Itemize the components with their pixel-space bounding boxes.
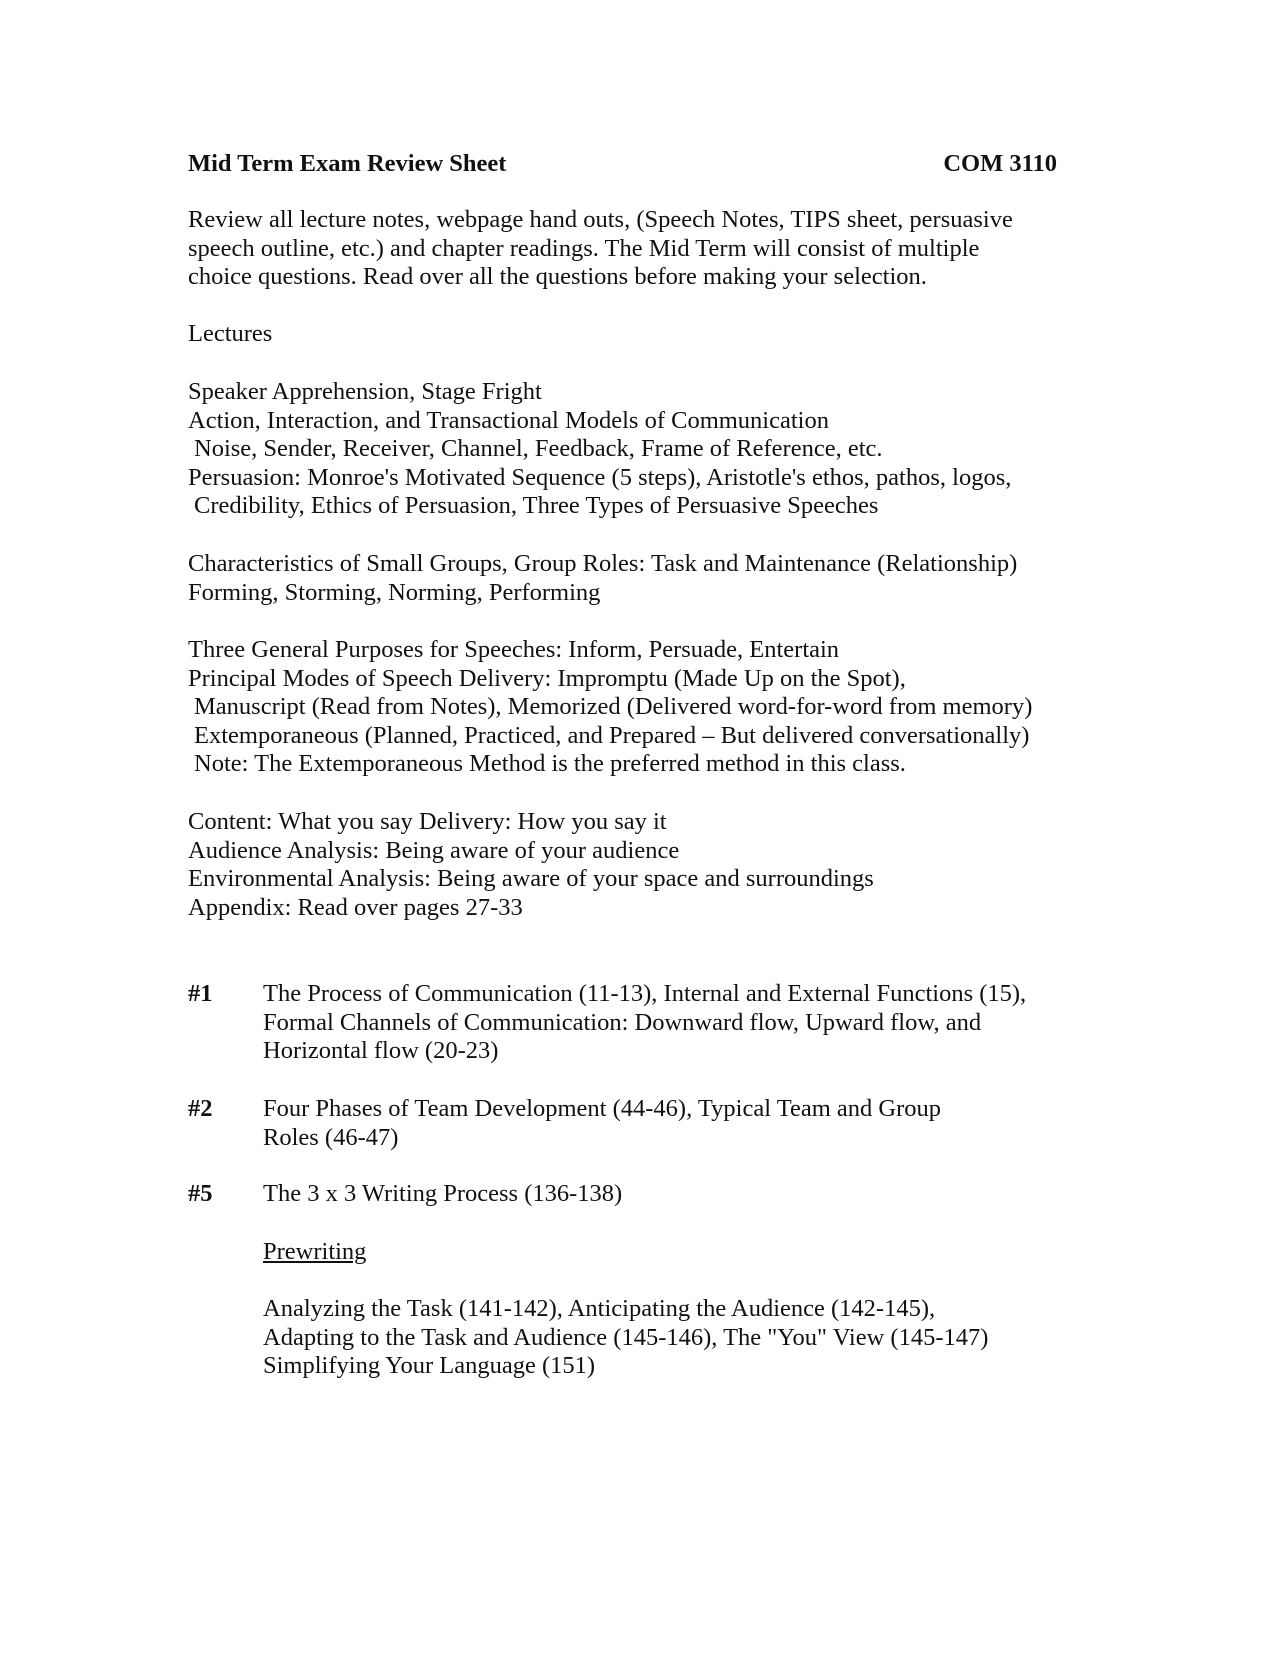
course-code: COM 3110	[943, 150, 1057, 177]
chapter-number: #2	[188, 1095, 213, 1122]
lecture-line: Noise, Sender, Receiver, Channel, Feedback, Frame of Reference, etc.	[194, 435, 883, 463]
lecture-line: Extemporaneous (Planned, Practiced, and Prepared – But delivered conversationally)	[194, 721, 1030, 749]
intro-line: Review all lecture notes, webpage hand outs, (Speech Notes, TIPS sheet, persuasive	[188, 206, 1013, 233]
lecture-line: Environmental Analysis: Being aware of your space and surroundings	[188, 865, 874, 893]
page-title: Mid Term Exam Review Sheet	[188, 150, 507, 177]
lectures-group-communication	[188, 378, 1011, 521]
lecture-line: Audience Analysis: Being aware of your audience	[188, 836, 680, 864]
lecture-line: Principal Modes of Speech Delivery: Impromptu (Made Up on the Spot),	[188, 664, 906, 692]
chapter-number: #5	[188, 1180, 213, 1207]
chapter-line: Roles (46-47)	[263, 1123, 399, 1151]
lecture-line: Content: What you say Delivery: How you say it	[188, 808, 667, 835]
lecture-line: Note: The Extemporaneous Method is the preferred method in this class.	[194, 750, 906, 778]
chapter-line: The 3 x 3 Writing Process (136-138)	[263, 1180, 623, 1207]
intro-line: speech outline, etc.) and chapter readings. The Mid Term will consist of multiple	[188, 234, 980, 262]
chapter-number: #1	[188, 980, 213, 1007]
chapter-line: Formal Channels of Communication: Downward flow, Upward flow, and	[263, 1008, 982, 1036]
chapter-line: Horizontal flow (20-23)	[263, 1037, 499, 1065]
lecture-line: Action, Interaction, and Transactional Models of Communication	[188, 406, 829, 434]
lectures-group-analysis	[188, 808, 874, 922]
lectures-group-speeches	[188, 636, 1032, 779]
prewriting-heading: Prewriting	[263, 1238, 367, 1265]
lecture-line: Characteristics of Small Groups, Group Roles: Task and Maintenance (Relationship)	[188, 550, 1018, 577]
lectures-heading: Lectures	[188, 320, 273, 347]
prewriting-line: Adapting to the Task and Audience (145-146), The "You" View (145-147)	[263, 1323, 989, 1351]
lecture-line: Forming, Storming, Norming, Performing	[188, 578, 601, 606]
lecture-line: Manuscript (Read from Notes), Memorized (Delivered word-for-word from memory)	[194, 693, 1033, 721]
lecture-line: Appendix: Read over pages 27-33	[188, 893, 523, 921]
chapter-line: The Process of Communication (11-13), Internal and External Functions (15),	[263, 980, 1027, 1007]
lecture-line: Three General Purposes for Speeches: Inform, Persuade, Entertain	[188, 636, 840, 663]
lecture-line: Credibility, Ethics of Persuasion, Three Types of Persuasive Speeches	[194, 492, 879, 520]
lecture-line: Speaker Apprehension, Stage Fright	[188, 378, 542, 405]
lecture-line: Persuasion: Monroe's Motivated Sequence (5 steps), Aristotle's ethos, pathos, logos,	[188, 463, 1012, 491]
prewriting-line: Analyzing the Task (141-142), Anticipating the Audience (142-145),	[263, 1295, 936, 1322]
intro-paragraph	[188, 206, 1013, 292]
chapter-line: Four Phases of Team Development (44-46), Typical Team and Group	[263, 1095, 941, 1122]
intro-line: choice questions. Read over all the questions before making your selection.	[188, 263, 927, 291]
prewriting-line: Simplifying Your Language (151)	[263, 1352, 596, 1380]
lectures-group-small-groups	[188, 550, 1017, 607]
